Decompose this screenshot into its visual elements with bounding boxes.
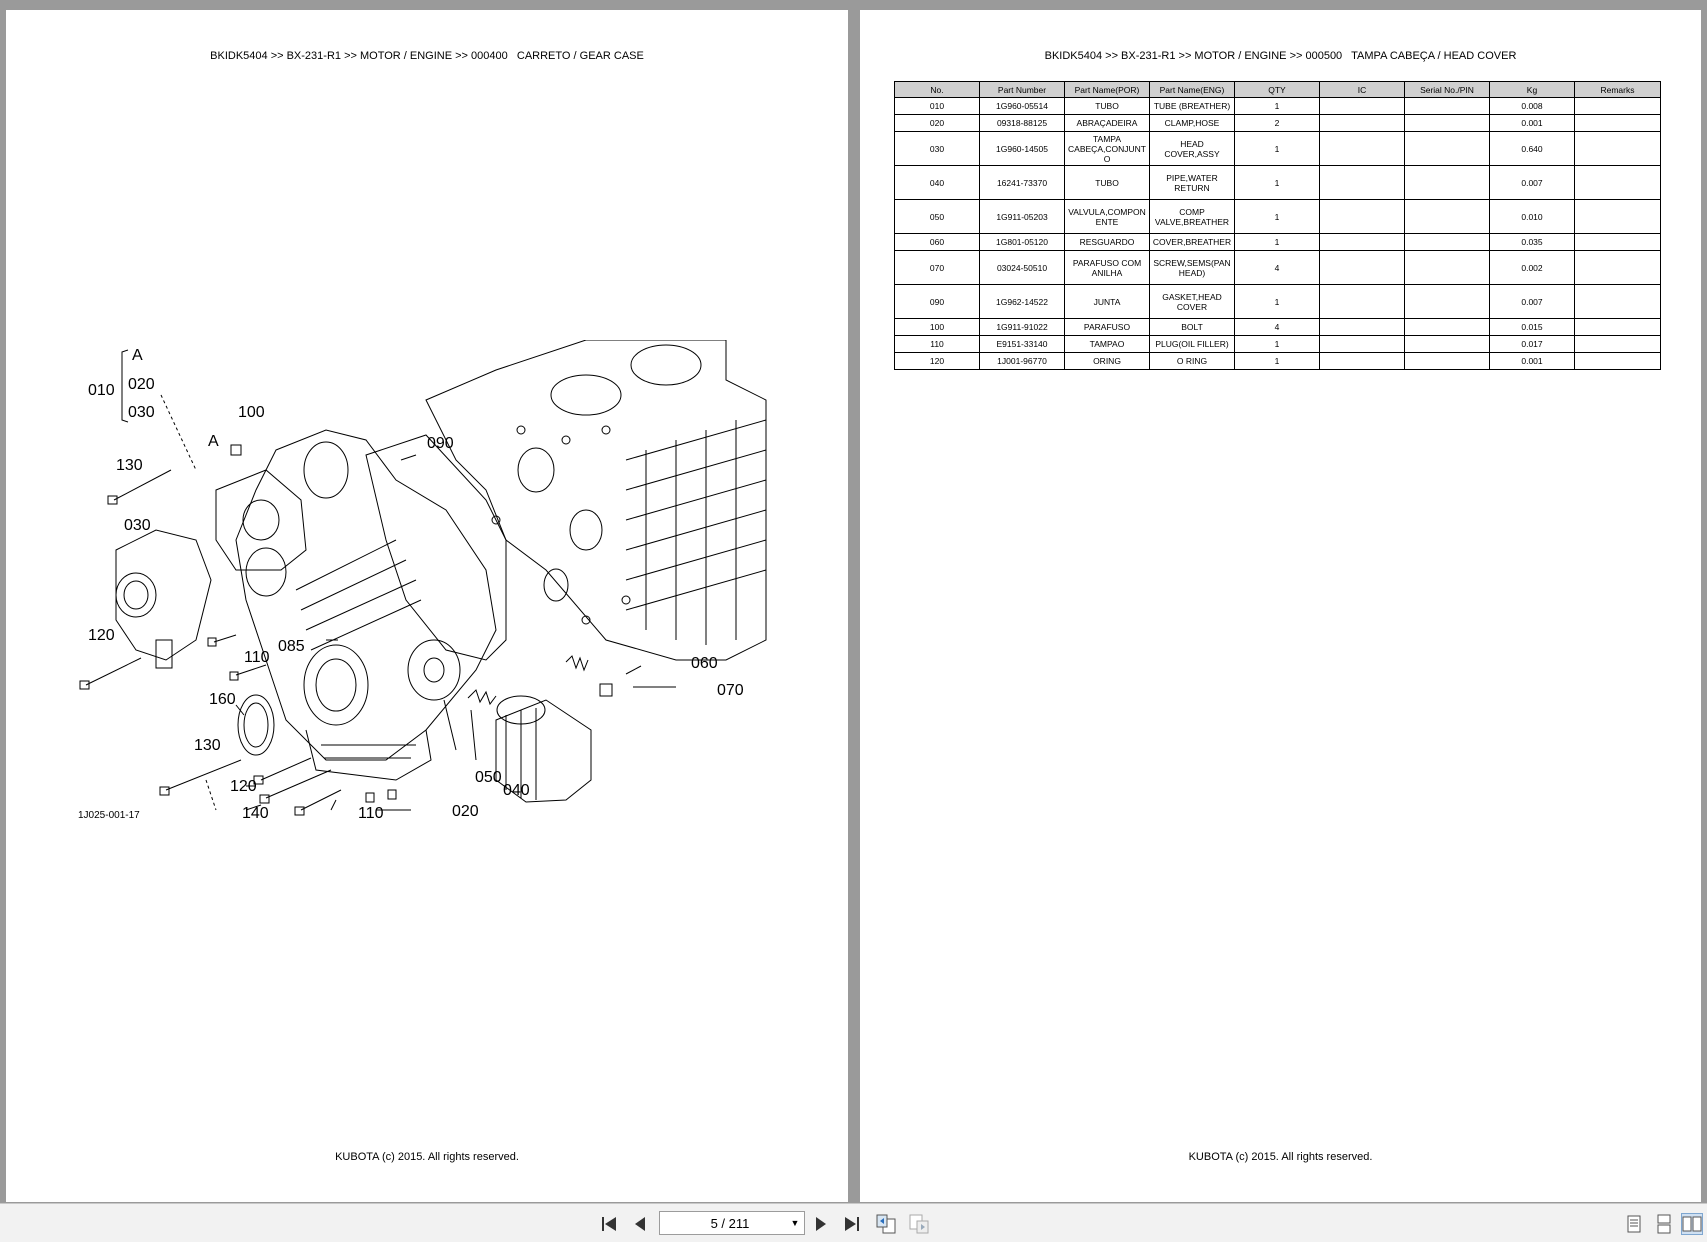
callout-120-bottom: 120 — [230, 778, 257, 795]
table-cell — [1405, 115, 1490, 132]
col-header: Remarks — [1575, 82, 1661, 98]
table-cell — [1575, 115, 1661, 132]
table-cell: 2 — [1235, 115, 1320, 132]
table-cell — [1405, 200, 1490, 234]
table-cell: 0.010 — [1490, 200, 1575, 234]
left-page-breadcrumb: BKIDK5404 >> BX-231-R1 >> MOTOR / ENGINE >> 000400 CARRETO / GEAR CASE — [210, 50, 644, 62]
callout-a-top: A — [132, 347, 143, 364]
table-cell — [1405, 336, 1490, 353]
callout-030-side: 030 — [124, 517, 151, 534]
left-page — [6, 10, 848, 1202]
table-cell — [1405, 234, 1490, 251]
table-cell: 0.007 — [1490, 166, 1575, 200]
col-header: IC — [1320, 82, 1405, 98]
col-header: QTY — [1235, 82, 1320, 98]
col-header: No. — [895, 82, 980, 98]
table-cell: 0.017 — [1490, 336, 1575, 353]
table-cell — [1405, 98, 1490, 115]
table-cell: 1G911-91022 — [980, 319, 1065, 336]
table-cell — [1320, 319, 1405, 336]
chevron-down-icon[interactable]: ▼ — [790, 1218, 800, 1228]
table-cell: 010 — [895, 98, 980, 115]
table-cell: 100 — [895, 319, 980, 336]
parts-table — [894, 81, 1661, 370]
table-cell: TUBO — [1065, 166, 1150, 200]
table-cell: 1 — [1235, 132, 1320, 166]
table-row — [895, 285, 1661, 319]
callout-060: 060 — [691, 655, 718, 672]
table-cell: 1G911-05203 — [980, 200, 1065, 234]
table-cell: O RING — [1150, 353, 1235, 370]
table-cell: 16241-73370 — [980, 166, 1065, 200]
table-cell — [1405, 319, 1490, 336]
viewer-toolbar — [0, 1203, 1707, 1242]
table-cell: 020 — [895, 115, 980, 132]
table-cell: 1J001-96770 — [980, 353, 1065, 370]
table-cell: COVER,BREATHER — [1150, 234, 1235, 251]
table-cell: 1 — [1235, 98, 1320, 115]
table-cell: 0.002 — [1490, 251, 1575, 285]
callout-050: 050 — [475, 769, 502, 786]
table-header-row — [895, 82, 1661, 98]
table-row — [895, 115, 1661, 132]
single-page-view-icon[interactable] — [1623, 1213, 1645, 1235]
table-cell — [1405, 166, 1490, 200]
left-page-copyright: KUBOTA (c) 2015. All rights reserved. — [335, 1151, 519, 1163]
callout-040: 040 — [503, 782, 530, 799]
facing-pages-view-icon[interactable] — [1681, 1213, 1703, 1235]
table-cell: ORING — [1065, 353, 1150, 370]
table-cell: TAMPA CABEÇA,CONJUNT O — [1065, 132, 1150, 166]
callout-110-mid: 110 — [244, 649, 270, 666]
callout-070: 070 — [717, 682, 744, 699]
table-cell: 1 — [1235, 166, 1320, 200]
table-cell — [1320, 200, 1405, 234]
col-header: Part Name(POR) — [1065, 82, 1150, 98]
table-row — [895, 336, 1661, 353]
table-cell: SCREW,SEMS(PAN HEAD) — [1150, 251, 1235, 285]
callout-130-top: 130 — [116, 457, 143, 474]
table-cell — [1320, 98, 1405, 115]
table-cell: 0.001 — [1490, 115, 1575, 132]
table-cell: 1 — [1235, 336, 1320, 353]
table-row — [895, 200, 1661, 234]
table-cell: E9151-33140 — [980, 336, 1065, 353]
callout-100: 100 — [238, 404, 265, 421]
table-cell: JUNTA — [1065, 285, 1150, 319]
table-cell: BOLT — [1150, 319, 1235, 336]
table-cell: 090 — [895, 285, 980, 319]
table-row — [895, 234, 1661, 251]
table-cell — [1575, 353, 1661, 370]
table-cell — [1405, 251, 1490, 285]
go-back-icon[interactable] — [875, 1213, 897, 1235]
callout-160: 160 — [209, 691, 236, 708]
table-row — [895, 353, 1661, 370]
col-header: Part Name(ENG) — [1150, 82, 1235, 98]
right-page — [860, 10, 1701, 1202]
exploded-parts-diagram — [66, 340, 796, 900]
callout-010: 010 — [88, 382, 115, 399]
table-cell — [1575, 319, 1661, 336]
table-row — [895, 251, 1661, 285]
table-cell: 09318-88125 — [980, 115, 1065, 132]
table-cell: 4 — [1235, 319, 1320, 336]
table-cell — [1575, 200, 1661, 234]
table-cell: PLUG(OIL FILLER) — [1150, 336, 1235, 353]
prev-page-icon[interactable] — [629, 1213, 651, 1235]
table-cell — [1320, 166, 1405, 200]
table-cell: 050 — [895, 200, 980, 234]
next-page-icon[interactable] — [810, 1213, 832, 1235]
callout-140: 140 — [242, 805, 269, 822]
table-cell — [1320, 285, 1405, 319]
table-cell — [1575, 251, 1661, 285]
table-cell — [1320, 132, 1405, 166]
table-cell: ABRAÇADEIRA — [1065, 115, 1150, 132]
table-cell: 0.007 — [1490, 285, 1575, 319]
table-cell — [1575, 132, 1661, 166]
first-page-icon[interactable] — [598, 1213, 620, 1235]
page-indicator: 5 / 211 — [710, 1215, 750, 1231]
table-cell — [1575, 336, 1661, 353]
table-cell: VALVULA,COMPON ENTE — [1065, 200, 1150, 234]
table-cell: TAMPAO — [1065, 336, 1150, 353]
table-cell — [1405, 353, 1490, 370]
table-cell: 4 — [1235, 251, 1320, 285]
callout-120-left: 120 — [88, 627, 115, 644]
table-cell: 120 — [895, 353, 980, 370]
last-page-icon[interactable] — [841, 1213, 863, 1235]
table-cell: RESGUARDO — [1065, 234, 1150, 251]
table-row — [895, 319, 1661, 336]
col-header: Kg — [1490, 82, 1575, 98]
callout-110-bottom: 110 — [358, 805, 384, 822]
callout-090: 090 — [427, 435, 454, 452]
table-cell: HEAD COVER,ASSY — [1150, 132, 1235, 166]
callout-020-bottom: 020 — [452, 803, 479, 820]
table-cell — [1320, 251, 1405, 285]
callout-085: 085 — [278, 638, 305, 655]
table-row — [895, 132, 1661, 166]
table-cell — [1575, 98, 1661, 115]
table-cell — [1575, 285, 1661, 319]
table-cell — [1320, 234, 1405, 251]
table-cell: 1 — [1235, 234, 1320, 251]
table-cell: 03024-50510 — [980, 251, 1065, 285]
callout-030-top: 030 — [128, 404, 155, 421]
table-cell: PARAFUSO — [1065, 319, 1150, 336]
right-page-breadcrumb: BKIDK5404 >> BX-231-R1 >> MOTOR / ENGINE >> 000500 TAMPA CABEÇA / HEAD COVER — [1044, 50, 1517, 62]
table-cell: 1G960-05514 — [980, 98, 1065, 115]
col-header: Part Number — [980, 82, 1065, 98]
table-cell — [1320, 115, 1405, 132]
table-cell — [1320, 353, 1405, 370]
callout-130-bottom: 130 — [194, 737, 221, 754]
continuous-view-icon[interactable] — [1653, 1213, 1675, 1235]
callout-020-top: 020 — [128, 376, 155, 393]
table-cell — [1405, 285, 1490, 319]
figure-id: 1J025-001-17 — [78, 810, 140, 821]
table-cell: 0.015 — [1490, 319, 1575, 336]
table-cell: 1 — [1235, 200, 1320, 234]
go-forward-icon[interactable] — [908, 1213, 930, 1235]
table-row — [895, 166, 1661, 200]
table-cell: 0.035 — [1490, 234, 1575, 251]
table-cell: 1 — [1235, 285, 1320, 319]
table-cell: 110 — [895, 336, 980, 353]
table-row — [895, 98, 1661, 115]
table-cell: 1G960-14505 — [980, 132, 1065, 166]
table-cell: TUBE (BREATHER) — [1150, 98, 1235, 115]
page-number-field[interactable] — [659, 1211, 805, 1235]
table-cell: 030 — [895, 132, 980, 166]
table-cell: 0.640 — [1490, 132, 1575, 166]
table-cell: 0.008 — [1490, 98, 1575, 115]
table-cell: 060 — [895, 234, 980, 251]
table-cell: 1G801-05120 — [980, 234, 1065, 251]
table-cell: PIPE,WATER RETURN — [1150, 166, 1235, 200]
table-cell — [1405, 132, 1490, 166]
table-cell: TUBO — [1065, 98, 1150, 115]
table-cell: 1 — [1235, 353, 1320, 370]
table-cell: 1G962-14522 — [980, 285, 1065, 319]
table-cell — [1575, 234, 1661, 251]
table-cell: 040 — [895, 166, 980, 200]
table-cell: CLAMP,HOSE — [1150, 115, 1235, 132]
callout-a-side: A — [208, 433, 219, 450]
table-cell: PARAFUSO COM ANILHA — [1065, 251, 1150, 285]
col-header: Serial No./PIN — [1405, 82, 1490, 98]
table-cell: GASKET,HEAD COVER — [1150, 285, 1235, 319]
table-cell: 070 — [895, 251, 980, 285]
table-cell — [1575, 166, 1661, 200]
table-cell: COMP VALVE,BREATHER — [1150, 200, 1235, 234]
table-cell — [1320, 336, 1405, 353]
table-cell: 0.001 — [1490, 353, 1575, 370]
right-page-copyright: KUBOTA (c) 2015. All rights reserved. — [1188, 1151, 1373, 1163]
